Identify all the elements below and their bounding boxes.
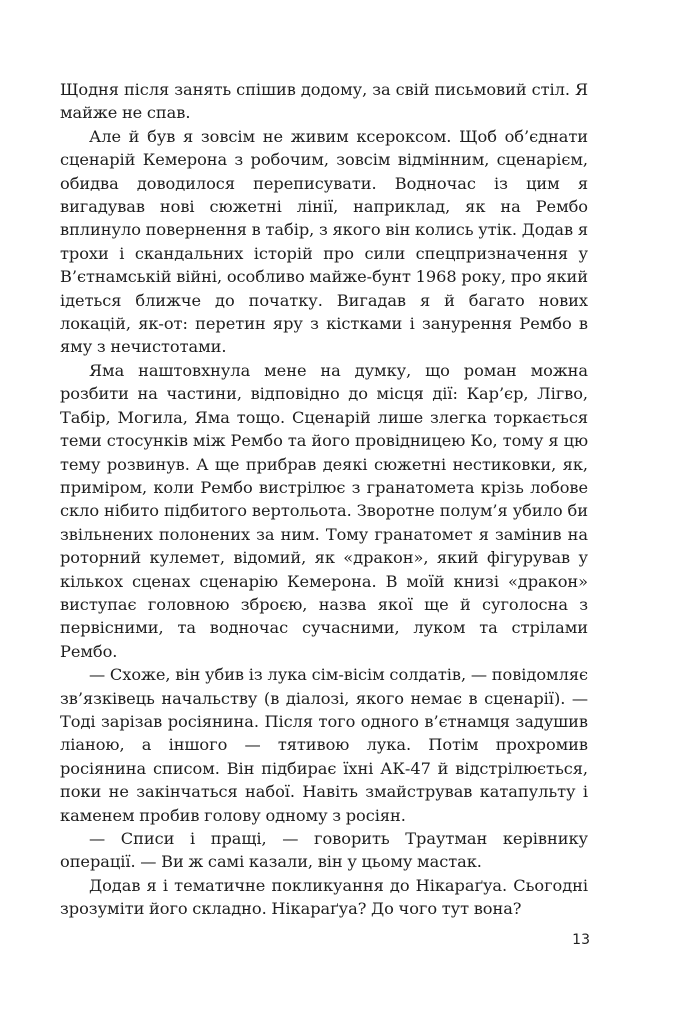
- paragraph-6: Додав я і тематичне покликуання до Нікараґуа. Сьогодні зрозуміти його складно. Нікараґуа? До чого тут вона?: [60, 875, 588, 919]
- paragraph-2: Але й був я зовсім не живим ксероксом. Щоб об’єднати сценарій Кемерона з робочим, зовсім відмінним, сценарієм, обидва доводилося переписувати. Водночас із цим я вигадував нові сюжетні лінії, наприклад, як на Рембо вплинуло повернення в табір, з якого він колись утік. Додав я трохи і скандальних історій про сили спецпризначення у В’єтнамській війні, особливо майже-бунт 1968 року, про який ідеться ближче до початку. Вигадав я й багато нових локацій, як-от: перетин яру з кістками і занурення Рембо в яму з нечистотами.: [60, 126, 588, 357]
- paragraph-1: Щодня після занять спішив додому, за свій письмовий стіл. Я майже не спав.: [60, 80, 588, 123]
- paragraph-4-dialogue: — Схоже, він убив із лука сім-вісім солдатів, — повідомляє зв’язківець начальству (в діалозі, якого немає в сценарії). — Тоді зарізав росіянина. Після того одного в’єтнамця задушив ліаною, а іншого — тятивою лука. Потім прохромив росіянина списом. Він підбирає їхні АК-47 й відстрілюється, поки не закінчаться набої. Навіть змайстрував катапульту і каменем пробив голову одному з росіян.: [60, 665, 588, 825]
- paragraph-3: Яма наштовхнула мене на думку, що роман можна розбити на частини, відповідно до місця дії: Кар’єр, Лігво, Табір, Могила, Яма тощо. Сценарій лише злегка торкається теми стосунків між Рембо та його провідницею Ко, тому я цю тему розвинув. А ще прибрав деякі сюжетні нестиковки, як, приміром, коли Рембо вистрілює з гранатомета крізь лобове скло нібито підбитого вертольота. Зворотне полум’я убило би звільнених полонених за ним. Тому гранатомет я замінив на роторний кулемет, відомий, як «дракон», який фігурував у кількох сценах сценарію Кемерона. В моїй книзі «дракон» виступає головною зброєю, назва якої ще й суголосна з первісними, та водночас сучасними, луком та стрілами Рембо.: [60, 360, 588, 661]
- paragraph-5-dialogue: — Списи і пращі, — говорить Траутман керівнику операції. — Ви ж самі казали, він у цьому мастак.: [60, 829, 588, 872]
- body-text: [60, 78, 588, 921]
- page-number: 13: [572, 932, 590, 948]
